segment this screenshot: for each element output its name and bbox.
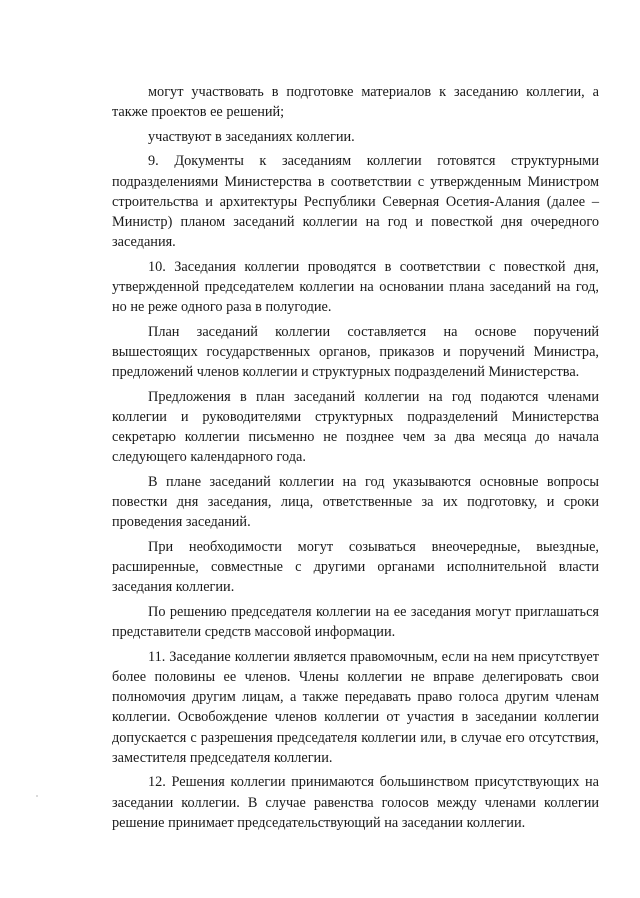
paragraph-meeting-plan: План заседаний коллегии составляется на основе поручений вышестоящих государственных органов, приказов и поручений Министра, предложений членов коллегии и структурных подразделений Министерства. bbox=[112, 323, 599, 381]
paragraph-plan-proposals: Предложения в план заседаний коллегии на год подаются членами коллегии и руководителями структурных подразделений Министерства секретарю коллегии письменно не позднее чем за два месяца до начала следующего календарного года. bbox=[112, 388, 599, 466]
paragraph-11-quorum: 11. Заседание коллегии является правомочным, если на нем присутствует более половины ее членов. Члены коллегии не вправе делегировать свои полномочия другим лицам, а также передавать право голоса другим членам коллегии. Освобождение членов коллегии от участия в заседании коллегии допускается с разрешения председателя коллегии или, в случае его отсутствия, заместителя председателя коллегии. bbox=[112, 648, 599, 766]
document-body bbox=[112, 82, 599, 837]
paragraph-participation-materials: могут участвовать в подготовке материалов к заседанию коллегии, а также проектов ее решений; bbox=[112, 84, 599, 121]
scan-speck bbox=[36, 795, 38, 797]
paragraph-12-decisions: 12. Решения коллегии принимаются большинством присутствующих на заседании коллегии. В случае равенства голосов между членами коллегии решение принимает председательствующий на заседании коллегии. bbox=[112, 774, 599, 831]
paragraph-extraordinary-meetings: При необходимости могут созываться внеочередные, выездные, расширенные, совместные с другими органами исполнительной власти заседания коллегии. bbox=[112, 539, 599, 596]
paragraph-9-documents: 9. Документы к заседаниям коллегии готовятся структурными подразделениями Министерства в соответствии с утвержденным Министром строительства и архитектуры Республики Северная Осетия-Алания (далее – Министр) планом заседаний коллегии на год и повесткой дня очередного заседания. bbox=[112, 153, 599, 251]
paragraph-participation-meetings: участвуют в заседаниях коллегии. bbox=[148, 128, 355, 145]
paragraph-10-meetings: 10. Заседания коллегии проводятся в соответствии с повесткой дня, утвержденной председателем коллегии на основании плана заседаний на год, но не реже одного раза в полугодие. bbox=[112, 258, 599, 316]
paragraph-plan-contents: В плане заседаний коллегии на год указываются основные вопросы повестки дня заседания, лица, ответственные за их подготовку, и сроки проведения заседаний. bbox=[112, 474, 599, 531]
paragraph-media-invitation: По решению председателя коллегии на ее заседания могут приглашаться представители средств массовой информации. bbox=[112, 604, 599, 641]
